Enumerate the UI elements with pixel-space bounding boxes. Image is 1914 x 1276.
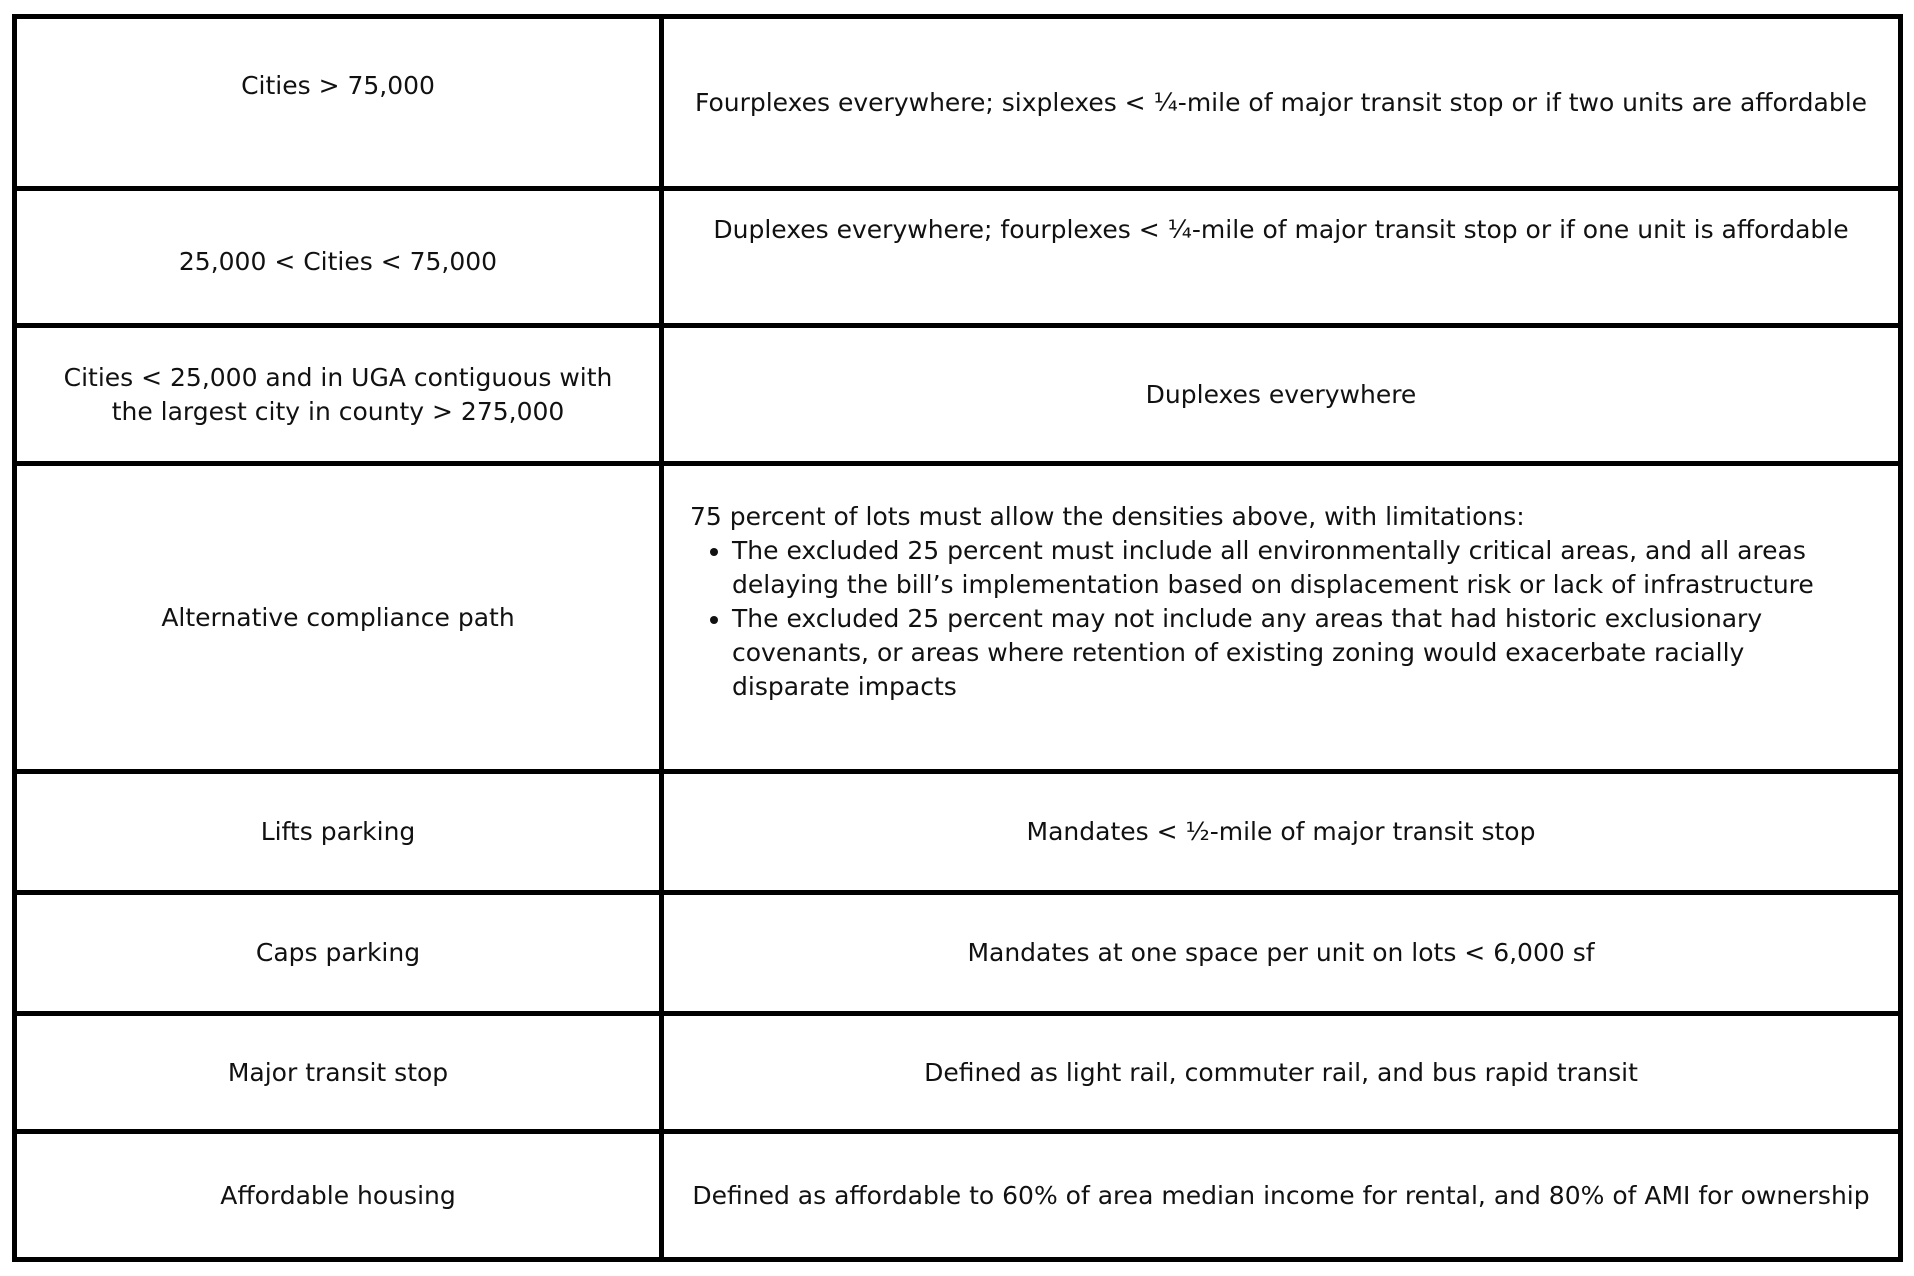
- row-detail: [662, 464, 1901, 772]
- policy-table: [12, 14, 1903, 1262]
- table-row: [15, 464, 1901, 772]
- bullet-item: • The excluded 25 percent must include all environmentally critical areas, and all areas delaying the bill’s implementation based on displacement risk or lack of infrastructure: [732, 534, 1870, 602]
- row-label: 25,000 < Cities < 75,000: [15, 189, 662, 326]
- bullet-list: [690, 534, 1870, 704]
- row-detail: Fourplexes everywhere; sixplexes < ¼-mile of major transit stop or if two units are affordable: [662, 17, 1901, 189]
- row-detail: Mandates < ½-mile of major transit stop: [662, 772, 1901, 893]
- row-detail: Defined as light rail, commuter rail, and bus rapid transit: [662, 1014, 1901, 1132]
- table-row: [15, 1132, 1901, 1260]
- row-label: Affordable housing: [15, 1132, 662, 1260]
- row-detail-intro: 75 percent of lots must allow the densities above, with limitations:: [690, 502, 1525, 531]
- table-row: [15, 17, 1901, 189]
- row-label: Major transit stop: [15, 1014, 662, 1132]
- row-detail: Defined as affordable to 60% of area median income for rental, and 80% of AMI for ownership: [662, 1132, 1901, 1260]
- table-row: [15, 1014, 1901, 1132]
- row-detail: Duplexes everywhere; fourplexes < ¼-mile of major transit stop or if one unit is affordable: [662, 189, 1901, 326]
- row-label: Alternative compliance path: [15, 464, 662, 772]
- row-label: Cities < 25,000 and in UGA contiguous with the largest city in county > 275,000: [15, 326, 662, 464]
- row-detail: Duplexes everywhere: [662, 326, 1901, 464]
- row-label: Lifts parking: [15, 772, 662, 893]
- table-row: [15, 326, 1901, 464]
- table-row: [15, 893, 1901, 1014]
- bullet-item: • The excluded 25 percent may not include any areas that had historic exclusionary covenants, or areas where retention of existing zoning would exacerbate racially disparate impacts: [732, 602, 1870, 704]
- table-row: [15, 772, 1901, 893]
- row-label: Caps parking: [15, 893, 662, 1014]
- table-row: [15, 189, 1901, 326]
- row-detail: Mandates at one space per unit on lots < 6,000 sf: [662, 893, 1901, 1014]
- row-label: Cities > 75,000: [15, 17, 662, 189]
